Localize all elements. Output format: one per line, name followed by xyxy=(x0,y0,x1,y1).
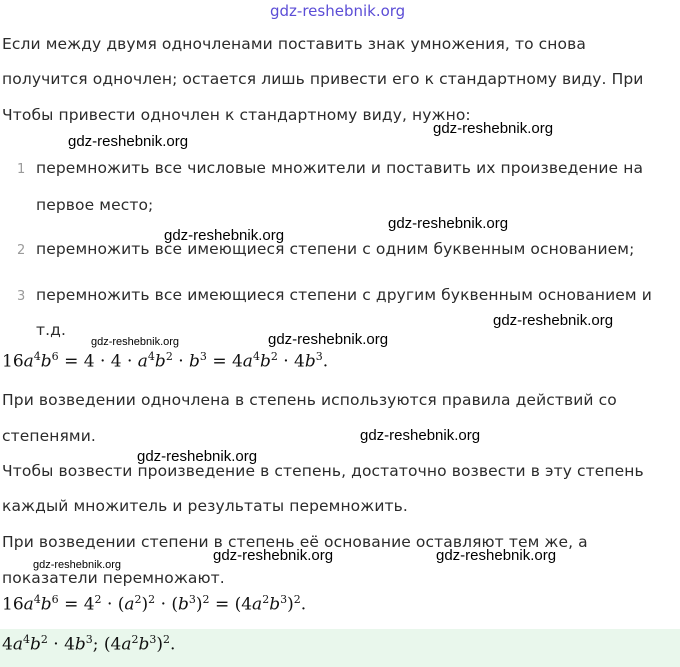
watermark: gdz-reshebnik.org xyxy=(493,312,614,329)
list-item-text: перемножить все числовые множители и поставить их произведение на xyxy=(36,159,644,177)
watermark: gdz-reshebnik.org xyxy=(213,547,334,564)
watermark: gdz-reshebnik.org xyxy=(360,427,481,444)
watermark: gdz-reshebnik.org xyxy=(137,448,258,465)
watermark-top: gdz-reshebnik.org xyxy=(270,2,406,20)
watermark: gdz-reshebnik.org xyxy=(164,227,285,244)
product-line-1: Чтобы возвести произведение в степень, достаточно возвести в эту степень xyxy=(2,462,644,480)
exp-line-1: При возведении степени в степень её основание оставляют тем же, а xyxy=(2,533,588,551)
intro-line-2: получится одночлен; остается лишь привести его к стандартному виду. При xyxy=(2,70,644,88)
intro-line-1: Если между двумя одночленами поставить знак умножения, то снова xyxy=(2,35,586,53)
list-item-text: перемножить все имеющиеся степени с одним буквенным основанием; xyxy=(36,240,635,258)
watermark: gdz-reshebnik.org xyxy=(436,547,557,564)
intro-line-3: Чтобы привести одночлен к стандартному виду, нужно: xyxy=(2,106,471,124)
formula-multiplication: $16a^4b^6 = 4 \cdot 4 \cdot a^4b^2 \cdot b^3 = 4a^4b^2 \cdot 4b^3$. xyxy=(2,350,329,372)
list-item-text: первое место; xyxy=(36,196,154,214)
watermark-small: gdz-reshebnik.org xyxy=(91,336,180,348)
watermark: gdz-reshebnik.org xyxy=(433,120,554,137)
list-number: 2 xyxy=(17,243,26,258)
list-number: 3 xyxy=(17,289,26,304)
power-line-1: При возведении одночлена в степень используются правила действий со xyxy=(2,391,617,409)
watermark-small: gdz-reshebnik.org xyxy=(33,559,122,571)
list-number: 1 xyxy=(17,162,26,177)
exp-line-2: показатели перемножают. xyxy=(2,569,225,587)
list-item-text: т.д. xyxy=(36,321,66,339)
power-line-2: степенями. xyxy=(2,427,96,445)
answer-formula: $4a^4b^2 \cdot 4b^3$; $(4a^2b^3)^2$. xyxy=(2,633,176,655)
formula-power: $16a^4b^6 = 4^2 \cdot (a^2)^2 \cdot (b^3)^2 = (4a^2b^3)^2$. xyxy=(2,593,307,615)
watermark: gdz-reshebnik.org xyxy=(388,215,509,232)
watermark: gdz-reshebnik.org xyxy=(68,133,189,150)
product-line-2: каждый множитель и результаты перемножить. xyxy=(2,497,408,515)
watermark: gdz-reshebnik.org xyxy=(268,331,389,348)
list-item-text: перемножить все имеющиеся степени с другим буквенным основанием и xyxy=(36,286,652,304)
